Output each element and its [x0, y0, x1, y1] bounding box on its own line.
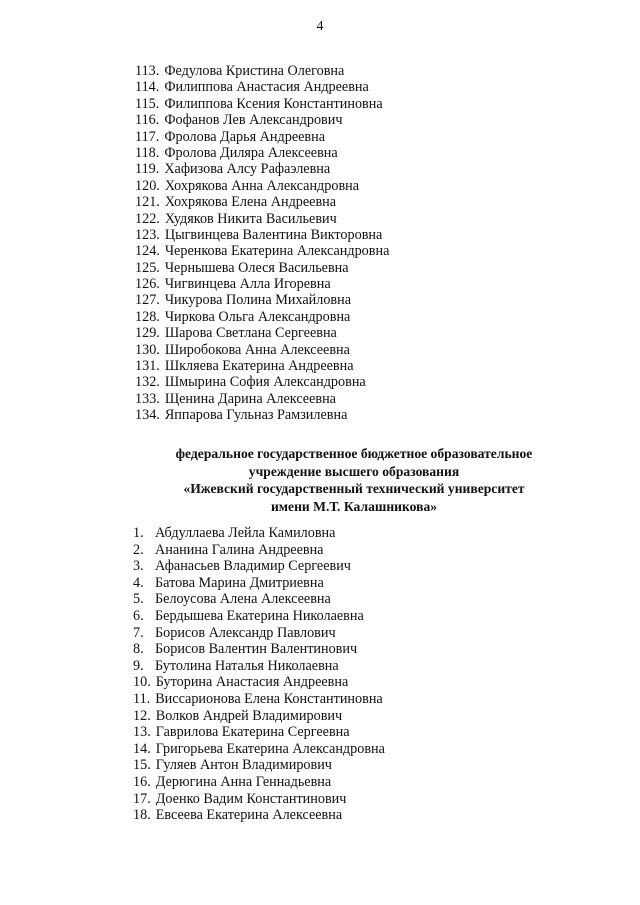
list-item-name: Фролова Диляра Алексеевна: [164, 144, 338, 161]
list-item: [135, 178, 389, 194]
list-item-name: Дерюгина Анна Геннадьевна: [155, 773, 332, 790]
list-item: [135, 112, 389, 128]
list-item-name: Абдуллаева Лейла Камиловна: [155, 525, 336, 541]
list-item-number: 3.: [133, 558, 144, 575]
list-item-name: Ананина Галина Андреевна: [155, 541, 324, 558]
list-item-number: 131.: [135, 358, 160, 375]
list-item-number: 120.: [135, 177, 160, 194]
list-item: [133, 757, 385, 774]
list-item-number: 115.: [135, 95, 160, 112]
list-item-number: 13.: [133, 724, 151, 741]
list-item-number: 12.: [133, 707, 151, 724]
list-item: [133, 708, 385, 725]
list-item-number: 121.: [135, 194, 160, 211]
list-item-name: Чикурова Полина Михайловна: [164, 292, 351, 309]
list-item-number: 126.: [135, 276, 160, 293]
list-item-name: Бердышева Екатерина Николаевна: [155, 607, 364, 624]
list-item: [135, 79, 389, 95]
list-item: [135, 374, 389, 390]
list-item-number: 113.: [135, 63, 160, 79]
list-item-name: Черенкова Екатерина Александровна: [164, 243, 390, 260]
list-item: [133, 724, 385, 741]
list-item: [133, 625, 385, 642]
list-item-name: Широбокова Анна Алексеевна: [164, 341, 350, 358]
student-list-continued: [135, 63, 389, 424]
list-item-name: Чиркова Ольга Александровна: [164, 308, 351, 325]
list-item-name: Филиппова Анастасия Андреевна: [164, 79, 369, 96]
list-item-name: Гуляев Антон Владимирович: [155, 757, 332, 774]
list-item-name: Щенина Дарина Алексеевна: [164, 390, 336, 407]
list-item-name: Белоусова Алена Алексеевна: [155, 591, 331, 608]
list-item-name: Яппарова Гульназ Рамзилевна: [164, 407, 348, 424]
list-item-name: Григорьева Екатерина Александровна: [155, 740, 385, 757]
list-item: [135, 342, 389, 358]
list-item-number: 114.: [135, 79, 160, 96]
list-item: [135, 260, 389, 276]
list-item-name: Хафизова Алсу Рафаэлевна: [164, 161, 331, 178]
list-item-number: 2.: [133, 541, 144, 558]
institution-line: федеральное государственное бюджетное образовательное: [175, 446, 533, 461]
list-item: [133, 674, 385, 691]
list-item: [133, 575, 385, 592]
list-item-name: Евсеева Екатерина Алексеевна: [155, 807, 343, 824]
list-item-number: 134.: [135, 407, 160, 424]
list-item-number: 132.: [135, 374, 160, 391]
page-number: 4: [316, 19, 324, 34]
list-item-number: 127.: [135, 292, 160, 309]
list-item-number: 125.: [135, 259, 160, 276]
list-item: [133, 807, 385, 824]
list-item-name: Худяков Никита Васильевич: [164, 210, 337, 227]
list-item-name: Буторина Анастасия Андреевна: [155, 674, 349, 691]
list-item-name: Шкляева Екатерина Андреевна: [164, 358, 354, 375]
list-item-number: 8.: [133, 641, 144, 658]
list-item: [135, 129, 389, 145]
institution-line: учреждение высшего образования: [248, 463, 460, 479]
list-item-name: Шарова Светлана Сергеевна: [164, 325, 337, 342]
list-item: [135, 325, 389, 341]
list-item: [135, 358, 389, 374]
list-item-number: 116.: [135, 112, 160, 129]
list-item-number: 6.: [133, 607, 144, 624]
list-item-name: Чернышева Олеся Васильевна: [164, 259, 349, 276]
list-item: [135, 96, 389, 112]
list-item: [135, 194, 389, 210]
institution-heading: [100, 445, 608, 515]
list-item-number: 5.: [133, 591, 144, 608]
list-item-name: Виссарионова Елена Константиновна: [155, 690, 383, 707]
list-item-name: Доенко Вадим Константинович: [155, 790, 347, 807]
list-item-number: 118.: [135, 144, 160, 161]
list-item-name: Борисов Александр Павлович: [155, 624, 336, 641]
list-item-number: 1.: [133, 525, 144, 541]
list-item-number: 117.: [135, 128, 160, 145]
list-item-name: Волков Андрей Владимирович: [155, 707, 343, 724]
list-item-number: 9.: [133, 657, 144, 674]
list-item: [133, 525, 385, 542]
institution-line: «Ижевский государственный технический университет: [183, 481, 525, 496]
list-item: [135, 309, 389, 325]
list-item: [135, 227, 389, 243]
institution-line: имени М.Т. Калашникова»: [270, 498, 438, 514]
list-item-name: Филиппова Ксения Константиновна: [164, 95, 383, 112]
list-item-name: Хохрякова Анна Александровна: [164, 177, 360, 194]
list-item: [133, 774, 385, 791]
list-item: [135, 243, 389, 259]
list-item-name: Фофанов Лев Александрович: [164, 112, 343, 129]
list-item: [133, 542, 385, 559]
list-item-number: 10.: [133, 674, 151, 691]
list-item-number: 122.: [135, 210, 160, 227]
list-item-number: 119.: [135, 161, 160, 178]
list-item-name: Гаврилова Екатерина Сергеевна: [155, 724, 350, 741]
list-item-number: 16.: [133, 773, 151, 790]
list-item: [133, 691, 385, 708]
list-item-name: Федулова Кристина Олеговна: [164, 63, 345, 79]
list-item-number: 11.: [133, 690, 151, 707]
student-list-izhstu: [133, 525, 385, 824]
list-item-name: Шмырина София Александровна: [164, 374, 366, 391]
list-item: [133, 741, 385, 758]
list-item: [133, 558, 385, 575]
list-item-name: Афанасьев Владимир Сергеевич: [155, 558, 351, 575]
list-item: [135, 211, 389, 227]
list-item-name: Борисов Валентин Валентинович: [155, 641, 358, 658]
list-item-number: 124.: [135, 243, 160, 260]
list-item: [133, 791, 385, 808]
list-item: [133, 641, 385, 658]
list-item-number: 4.: [133, 574, 144, 591]
list-item-name: Хохрякова Елена Андреевна: [164, 194, 337, 211]
list-item-number: 133.: [135, 390, 160, 407]
list-item-name: Батова Марина Дмитриевна: [155, 574, 324, 591]
list-item-number: 15.: [133, 757, 151, 774]
list-item: [135, 391, 389, 407]
list-item: [135, 292, 389, 308]
list-item-number: 130.: [135, 341, 160, 358]
list-item: [133, 591, 385, 608]
list-item-name: Цыгвинцева Валентина Викторовна: [164, 226, 383, 243]
list-item-number: 18.: [133, 807, 151, 824]
list-item-name: Бутолина Наталья Николаевна: [155, 657, 339, 674]
list-item: [135, 63, 389, 79]
list-item: [133, 608, 385, 625]
list-item-number: 123.: [135, 226, 160, 243]
list-item: [135, 161, 389, 177]
list-item-name: Чигвинцева Алла Игоревна: [164, 276, 331, 293]
list-item: [135, 407, 389, 423]
list-item-number: 17.: [133, 790, 151, 807]
list-item-number: 14.: [133, 740, 151, 757]
list-item: [133, 658, 385, 675]
list-item: [135, 276, 389, 292]
list-item-number: 7.: [133, 624, 144, 641]
list-item: [135, 145, 389, 161]
list-item-number: 128.: [135, 308, 160, 325]
list-item-name: Фролова Дарья Андреевна: [164, 128, 325, 145]
list-item-number: 129.: [135, 325, 160, 342]
